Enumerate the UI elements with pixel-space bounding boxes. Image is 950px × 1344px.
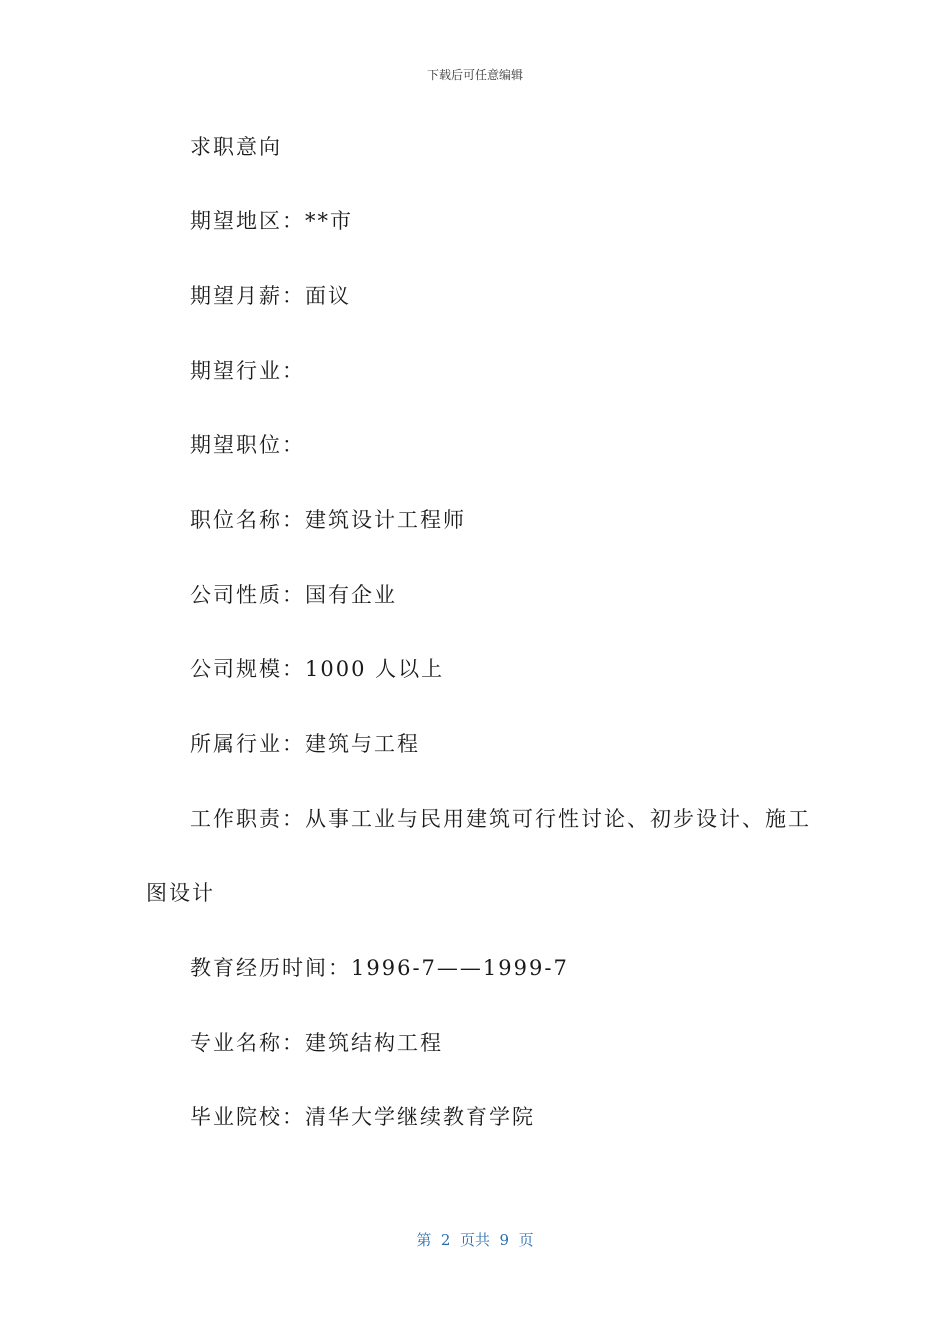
education-period: 教育经历时间：1996-7——1999-7 — [190, 956, 569, 980]
expected-salary: 期望月薪：面议 — [190, 284, 351, 308]
major-name: 专业名称：建筑结构工程 — [190, 1031, 443, 1055]
company-type: 公司性质：国有企业 — [190, 583, 397, 607]
job-duties: 工作职责：从事工业与民用建筑可行性讨论、初步设计、施工 — [190, 807, 811, 831]
job-duties-continued: 图设计 — [146, 881, 215, 905]
industry: 所属行业：建筑与工程 — [190, 732, 420, 756]
page-number-footer: 第 2 页共 9 页 — [416, 1231, 534, 1249]
company-size: 公司规模：1000 人以上 — [190, 657, 445, 681]
expected-industry: 期望行业： — [190, 359, 305, 383]
position-title: 职位名称：建筑设计工程师 — [190, 508, 466, 532]
expected-region: 期望地区：**市 — [190, 209, 353, 233]
expected-position: 期望职位： — [190, 433, 305, 457]
section-title-job-intention: 求职意向 — [190, 135, 282, 159]
page-header: 下载后可任意编辑 — [426, 68, 523, 82]
graduate-school: 毕业院校：清华大学继续教育学院 — [190, 1105, 535, 1129]
